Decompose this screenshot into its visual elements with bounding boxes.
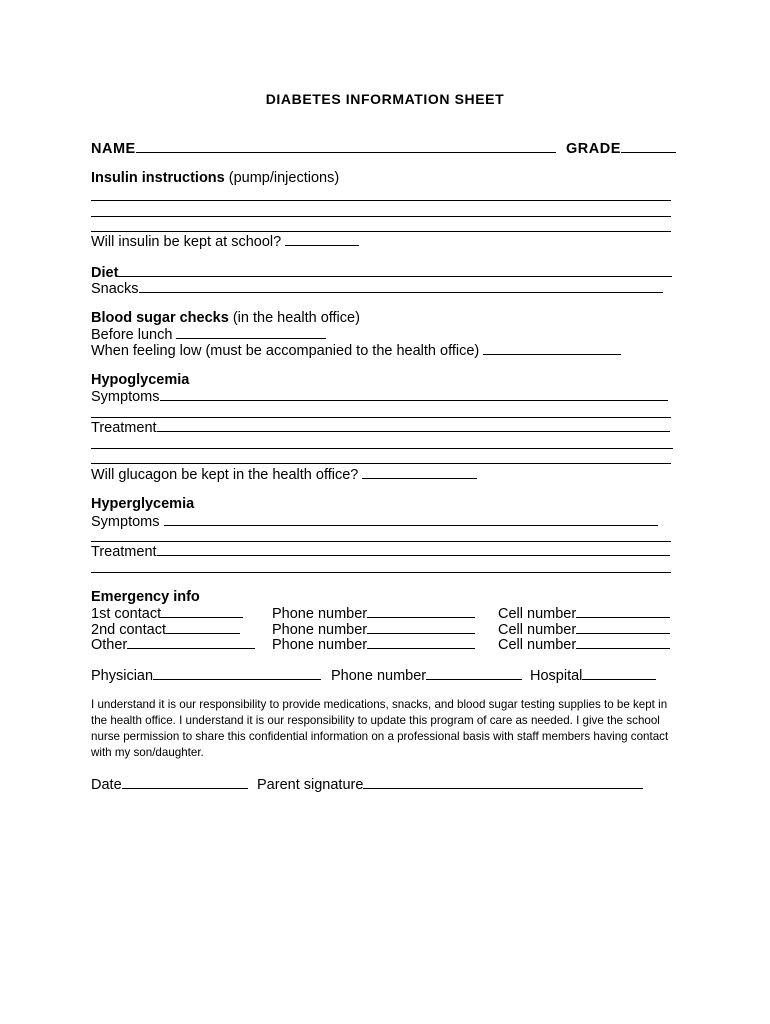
hospital <box>530 666 656 684</box>
feeling-low-row <box>91 341 621 359</box>
insulin-school-row <box>91 232 359 250</box>
parent-signature-field[interactable] <box>363 775 643 789</box>
physician-field[interactable] <box>153 666 321 680</box>
hyper-symptoms-label: Symptoms <box>91 514 160 530</box>
hyper-treatment-line-2[interactable] <box>91 572 671 573</box>
snacks-field[interactable] <box>139 279 663 293</box>
glucagon-field[interactable] <box>362 465 477 479</box>
contact-1-phone-label: Phone number <box>272 606 368 622</box>
hypo-symptoms-row <box>91 387 668 405</box>
contact-3-phone <box>272 635 475 653</box>
emergency-heading: Emergency info <box>91 589 200 605</box>
hospital-field[interactable] <box>582 666 656 680</box>
hypo-treatment-row <box>91 418 670 436</box>
contact-2-phone-field[interactable] <box>367 620 475 634</box>
hyper-treatment-field[interactable] <box>157 542 670 556</box>
name-field[interactable] <box>136 139 556 153</box>
date-label: Date <box>91 777 122 793</box>
contact-3-cell-label: Cell number <box>498 637 577 653</box>
insulin-school-question: Will insulin be kept at school? <box>91 234 282 250</box>
glucagon-question: Will glucagon be kept in the health office? <box>91 467 359 483</box>
contact-1-label: 1st contact <box>91 606 162 622</box>
feeling-low-label: When feeling low (must be accompanied to the health office) <box>91 343 480 359</box>
contact-2-cell-label: Cell number <box>498 622 577 638</box>
snacks-row <box>91 279 663 297</box>
insulin-school-field[interactable] <box>285 232 359 246</box>
contact-1-cell-label: Cell number <box>498 606 577 622</box>
hyperglycemia-heading: Hyperglycemia <box>91 496 195 512</box>
contact-2-phone-label: Phone number <box>272 622 368 638</box>
hyper-symptoms-field[interactable] <box>164 512 658 526</box>
hypo-treatment-line-2[interactable] <box>91 448 673 449</box>
contact-3-cell <box>498 635 670 653</box>
glucagon-row <box>91 465 477 483</box>
name-label: NAME <box>91 141 136 157</box>
grade-field[interactable] <box>621 139 676 153</box>
hyper-treatment-row <box>91 542 670 560</box>
hypo-treatment-line-3[interactable] <box>91 463 671 464</box>
hypoglycemia-heading: Hypoglycemia <box>91 372 190 388</box>
blood-sugar-heading: Blood sugar checks <box>91 310 229 326</box>
contact-3-cell-field[interactable] <box>576 635 670 649</box>
contact-2-cell-field[interactable] <box>576 620 670 634</box>
insulin-heading-row <box>91 170 339 186</box>
hypo-symptoms-label: Symptoms <box>91 389 160 405</box>
contact-3-name-field[interactable] <box>127 635 255 649</box>
feeling-low-field[interactable] <box>483 341 621 355</box>
before-lunch-label: Before lunch <box>91 327 173 343</box>
diet-label: Diet <box>91 265 119 281</box>
hyper-treatment-label: Treatment <box>91 544 157 560</box>
blood-sugar-heading-row <box>91 310 360 326</box>
contact-1-name-field[interactable] <box>161 604 243 618</box>
hypo-symptoms-field[interactable] <box>160 387 668 401</box>
contact-3-phone-label: Phone number <box>272 637 368 653</box>
contact-2-name-field[interactable] <box>166 620 240 634</box>
name-row <box>91 139 556 157</box>
snacks-label: Snacks <box>91 281 139 297</box>
date-row <box>91 775 248 793</box>
page-title: DIABETES INFORMATION SHEET <box>265 91 505 107</box>
physician-phone-field[interactable] <box>426 666 522 680</box>
parent-signature-label: Parent signature <box>257 777 364 793</box>
hospital-label: Hospital <box>530 668 583 684</box>
contact-3-phone-field[interactable] <box>367 635 475 649</box>
physician-name <box>91 666 321 684</box>
parent-signature-row <box>257 775 643 793</box>
insulin-subheading: (pump/injections) <box>228 170 340 186</box>
contact-3-label: Other <box>91 637 128 653</box>
insulin-line-2[interactable] <box>91 216 671 217</box>
grade-row <box>566 139 676 157</box>
diet-field[interactable] <box>118 263 672 277</box>
date-field[interactable] <box>122 775 248 789</box>
insulin-line-1[interactable] <box>91 200 671 201</box>
before-lunch-field[interactable] <box>176 325 326 339</box>
contact-2-label: 2nd contact <box>91 622 166 638</box>
hyper-symptoms-row <box>91 512 658 530</box>
hypo-treatment-field[interactable] <box>157 418 670 432</box>
blood-sugar-subheading: (in the health office) <box>232 310 360 326</box>
contact-1-phone-field[interactable] <box>367 604 475 618</box>
physician-phone-label: Phone number <box>331 668 427 684</box>
insulin-heading: Insulin instructions <box>91 170 225 186</box>
physician-label: Physician <box>91 668 154 684</box>
physician-phone <box>331 666 522 684</box>
grade-label: GRADE <box>566 141 621 157</box>
contact-3-name <box>91 635 255 653</box>
hypo-treatment-label: Treatment <box>91 420 157 436</box>
consent-paragraph: I understand it is our responsibility to provide medications, snacks, and blood sugar testing supplies to be kept in the health office. I understand it is our responsibility to update this program of care as needed. I give the school nurse permission to share this confidential information on a professional basis with staff members having contact with my son/daughter. <box>91 698 669 759</box>
contact-1-cell-field[interactable] <box>576 604 670 618</box>
